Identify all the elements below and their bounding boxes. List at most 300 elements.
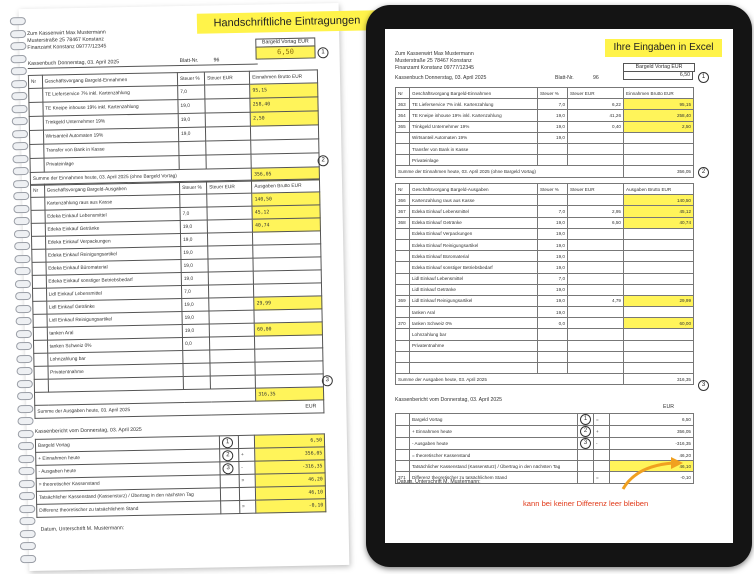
pct-cell[interactable]: 0,0	[538, 318, 568, 329]
tax-cell	[206, 140, 251, 155]
table-header-row	[396, 184, 694, 195]
spiral-ring	[13, 204, 29, 212]
tax-cell	[209, 310, 254, 324]
nr-cell[interactable]: 363	[396, 99, 410, 110]
tax-cell[interactable]	[568, 307, 624, 318]
report-marker	[220, 461, 239, 474]
label-cell[interactable]: Privatentnahme	[410, 340, 538, 351]
label-cell[interactable]: Edeka Einkauf sonstiger Betriebsbedarf	[410, 262, 538, 273]
tax-cell[interactable]	[568, 228, 624, 239]
empty-cell[interactable]	[396, 363, 410, 374]
tax-cell[interactable]	[568, 195, 624, 206]
empty-row	[396, 351, 694, 362]
report-value: -316,35	[255, 460, 325, 474]
pct-cell[interactable]: 19,0	[538, 295, 568, 306]
report-marker	[220, 474, 239, 487]
spiral-ring	[14, 242, 30, 250]
empty-cell[interactable]	[396, 351, 410, 362]
paper-income-table	[28, 69, 320, 186]
report-op	[594, 450, 610, 461]
nr-cell[interactable]: 367	[396, 206, 410, 217]
tax-cell[interactable]	[568, 262, 624, 273]
vortag-value: 6,50	[255, 45, 315, 59]
report-marker	[578, 414, 594, 426]
pct-cell: 19,0	[181, 246, 208, 260]
report-nr[interactable]	[396, 461, 410, 472]
nr-cell	[34, 366, 48, 379]
label-cell: TE Lieferservice 7% inkl. Kartenzahlung	[42, 86, 178, 103]
report-value: 46,20	[255, 473, 325, 487]
report-value[interactable]: 46,20	[610, 450, 694, 461]
pct-cell[interactable]	[538, 155, 568, 166]
nr-cell[interactable]: 370	[396, 318, 410, 329]
tax-cell	[209, 323, 254, 337]
blatt-label: Blatt-Nr.	[179, 57, 199, 65]
report-label: Bargeld Vortag	[35, 436, 219, 453]
report-value[interactable]: -0,10	[610, 472, 694, 483]
report-value[interactable]: 356,05	[610, 426, 694, 438]
label-cell[interactable]: Lidl Einkauf Getränke	[410, 284, 538, 295]
nr-cell[interactable]	[396, 143, 410, 154]
nr-cell	[30, 158, 44, 172]
pct-cell[interactable]: 19,0	[538, 262, 568, 273]
excel-vortag-value[interactable]: 6,50	[623, 71, 693, 80]
label-cell[interactable]: Lidl Einkauf Reinigungsartikel	[410, 295, 538, 306]
report-nr[interactable]	[396, 414, 410, 426]
tax-cell[interactable]	[568, 284, 624, 295]
excel-report-header	[395, 397, 693, 410]
pct-cell: 19,0	[178, 113, 205, 128]
tax-cell	[205, 98, 250, 113]
label-cell: Edeka Einkauf Reinigungsartikel	[45, 247, 181, 263]
label-cell[interactable]: Wirtsanteil Automaten 19%	[410, 132, 538, 143]
tax-cell	[210, 349, 255, 363]
table-row	[396, 318, 694, 329]
empty-cell	[255, 374, 323, 388]
marker-2-icon: 2	[698, 167, 709, 178]
spiral-ring	[14, 217, 30, 225]
label-cell: Transfer von Bank in Kasse	[43, 142, 179, 159]
table-header-row	[396, 88, 694, 99]
tax-cell[interactable]	[568, 318, 624, 329]
amount-cell[interactable]: 60,00	[624, 318, 694, 329]
tax-cell[interactable]	[568, 251, 624, 262]
pct-cell[interactable]	[538, 329, 568, 340]
spiral-ring	[15, 267, 31, 275]
amount-cell[interactable]	[624, 262, 694, 273]
pct-cell[interactable]: 19,0	[538, 110, 568, 121]
spiral-ring	[14, 229, 30, 237]
nr-cell	[31, 197, 45, 210]
spiral-ring	[20, 542, 36, 550]
col-nr-header: Nr	[28, 75, 42, 88]
tax-cell[interactable]	[568, 155, 624, 166]
spiral-ring	[19, 517, 35, 525]
col-pct-header: Steuer %	[538, 88, 568, 99]
sum-row	[396, 374, 694, 385]
paper-address	[27, 29, 106, 52]
excel-header: Ihre Eingaben in Excel	[605, 39, 722, 57]
report-nr[interactable]	[396, 450, 410, 461]
expense-sum-label: Summe der Ausgaben heute, 03. April 2025	[396, 374, 624, 385]
empty-cell[interactable]	[410, 363, 538, 374]
spiral-ring	[19, 479, 35, 487]
spiral-ring	[20, 529, 36, 537]
nr-cell[interactable]: 366	[396, 195, 410, 206]
amount-cell[interactable]	[624, 307, 694, 318]
tax-cell[interactable]: 41,26	[568, 110, 624, 121]
table-row	[396, 121, 694, 132]
pct-cell: 7,0	[180, 207, 207, 221]
nr-cell[interactable]	[396, 307, 410, 318]
income-header: Geschäftsvorgang Bargeld-Einnahmen	[410, 88, 538, 99]
expense-sum-value[interactable]: 316,35	[624, 374, 694, 385]
address-line: Finanzamt Konstanz 09777/12345	[27, 43, 107, 51]
nr-cell[interactable]	[396, 155, 410, 166]
report-op: +	[594, 426, 610, 438]
income-sum-label: Summe der Einnahmen heute, 03. April 2025 (ohne Bargeld Vortag)	[30, 168, 251, 185]
marker-3-icon: 3	[698, 380, 709, 391]
nr-cell	[32, 262, 46, 275]
label-cell[interactable]: tanken Schweiz 0%	[410, 318, 538, 329]
report-label: Differenz theoretischer zu tatsächlichem Stand	[37, 501, 221, 518]
empty-cell	[183, 376, 210, 390]
empty-cell[interactable]	[538, 363, 568, 374]
nr-cell	[31, 210, 45, 223]
report-op: -	[594, 438, 610, 450]
nr-cell	[29, 130, 43, 144]
amount-cell	[253, 231, 321, 245]
report-eur: EUR	[663, 404, 674, 410]
label-cell: tanken Aral	[47, 325, 183, 341]
amount-cell[interactable]: 2,50	[624, 121, 694, 132]
nr-cell[interactable]	[396, 262, 410, 273]
report-label: = theoretischer Kassenstand	[410, 450, 578, 461]
tax-cell	[205, 112, 250, 127]
spiral-ring	[17, 404, 33, 412]
table-row	[396, 228, 694, 239]
excel-income-table	[395, 87, 694, 178]
amount-cell[interactable]	[624, 228, 694, 239]
empty-cell[interactable]	[624, 363, 694, 374]
report-value: 6,50	[254, 434, 324, 448]
amount-cell	[253, 257, 321, 271]
label-cell[interactable]: Edeka Einkauf Reinigungsartikel	[410, 239, 538, 250]
label-cell[interactable]: TE Kneipe inhouse 19% inkl. Kartenzahlung	[410, 110, 538, 121]
table-row	[396, 99, 694, 110]
pct-cell	[183, 350, 210, 364]
paper-report-table	[35, 433, 326, 518]
pct-cell[interactable]: 19,0	[538, 121, 568, 132]
tax-cell[interactable]: 6,50	[568, 217, 624, 228]
amount-cell	[254, 309, 322, 323]
nr-cell[interactable]	[396, 273, 410, 284]
amount-cell[interactable]: 140,50	[624, 195, 694, 206]
pct-cell	[179, 155, 206, 170]
pct-cell[interactable]: 7,0	[538, 206, 568, 217]
tax-cell[interactable]: 6,22	[568, 99, 624, 110]
nr-cell[interactable]: 365	[396, 121, 410, 132]
amount-cell	[254, 283, 322, 297]
tax-cell	[207, 219, 252, 233]
nr-cell[interactable]	[396, 228, 410, 239]
report-value[interactable]: 46,10	[610, 461, 694, 472]
label-cell[interactable]: Lohnzahlung bar	[410, 329, 538, 340]
excel-address	[395, 51, 474, 72]
amount-cell[interactable]: 258,40	[624, 110, 694, 121]
tax-cell	[210, 362, 255, 376]
label-cell[interactable]: Lidl Einkauf Lebensmittel	[410, 273, 538, 284]
col-pct-header: Steuer %	[177, 72, 204, 86]
empty-cell[interactable]	[568, 351, 624, 362]
amount-cell[interactable]	[624, 155, 694, 166]
marker-2-icon: 2	[222, 450, 233, 461]
nr-cell[interactable]: 368	[396, 217, 410, 228]
tax-cell[interactable]	[568, 132, 624, 143]
nr-cell[interactable]: 364	[396, 110, 410, 121]
tax-cell	[208, 232, 253, 246]
amount-cell: 40,74	[252, 218, 320, 232]
pct-cell: 0,0	[182, 337, 209, 351]
blatt-nr: 96	[213, 57, 220, 64]
tax-cell	[206, 126, 251, 141]
difference-note: kann bei keiner Differenz leer bleiben	[523, 499, 649, 508]
pct-cell[interactable]	[538, 143, 568, 154]
amount-cell[interactable]: 29,99	[624, 295, 694, 306]
table-row	[396, 329, 694, 340]
pct-cell[interactable]: 19,0	[538, 284, 568, 295]
report-value[interactable]: -316,35	[610, 438, 694, 450]
empty-row	[396, 363, 694, 374]
amount-cell[interactable]	[624, 273, 694, 284]
report-nr[interactable]	[396, 426, 410, 438]
nr-cell	[33, 340, 47, 353]
label-cell: Edeka Einkauf sonstiger Betriebsbedarf	[46, 273, 182, 289]
label-cell[interactable]: Edeka Einkauf Getränke	[410, 217, 538, 228]
excel-sheet	[385, 29, 733, 543]
amount-cell[interactable]	[624, 329, 694, 340]
marker-3-icon: 3	[222, 463, 233, 474]
empty-cell[interactable]	[568, 363, 624, 374]
report-value: 46,10	[255, 486, 325, 500]
tax-cell	[209, 297, 254, 311]
label-cell[interactable]: Privateinlage	[410, 155, 538, 166]
amount-cell[interactable]	[624, 143, 694, 154]
tax-cell	[207, 206, 252, 220]
label-cell[interactable]: Edeka Einkauf Büromaterial	[410, 251, 538, 262]
expense-header: Geschäftsvorgang Bargeld-Ausgaben	[410, 184, 538, 195]
label-cell[interactable]: Edeka Einkauf Lebensmittel	[410, 206, 538, 217]
empty-cell[interactable]	[624, 351, 694, 362]
report-marker	[220, 487, 239, 500]
report-marker	[578, 450, 594, 461]
tax-cell	[208, 271, 253, 285]
tax-cell[interactable]	[568, 239, 624, 250]
amount-cell[interactable]: 45,12	[624, 206, 694, 217]
nr-cell	[33, 327, 47, 340]
pct-cell[interactable]: 19,0	[538, 132, 568, 143]
label-cell: Edeka Einkauf Getränke	[45, 221, 181, 237]
nr-cell	[30, 144, 44, 158]
nr-cell	[34, 353, 48, 366]
label-cell: Trinkgeld Unternehmer 19%	[43, 114, 179, 131]
tablet-frame	[366, 5, 752, 567]
label-cell: Lidl Einkauf Getränke	[46, 299, 182, 315]
paper-header: Handschriftliche Eintragungen	[197, 10, 377, 33]
tax-cell[interactable]: 2,95	[568, 206, 624, 217]
spiral-ring	[17, 392, 33, 400]
spiral-ring	[13, 167, 29, 175]
report-marker	[578, 438, 594, 450]
nr-cell[interactable]: 369	[396, 295, 410, 306]
col-tax-header: Steuer EUR	[568, 88, 624, 99]
pct-cell	[183, 363, 210, 377]
report-nr[interactable]	[396, 438, 410, 450]
spiral-ring	[11, 67, 27, 75]
empty-cell[interactable]	[410, 351, 538, 362]
amount-cell	[251, 153, 319, 168]
amount-cell: 95,15	[250, 83, 318, 98]
tax-cell[interactable]	[568, 143, 624, 154]
pct-cell[interactable]: 7,0	[538, 273, 568, 284]
spiral-ring	[12, 129, 28, 137]
tax-cell[interactable]	[568, 340, 624, 351]
tax-cell[interactable]: 0,40	[568, 121, 624, 132]
nr-cell[interactable]	[396, 329, 410, 340]
label-cell: TE Kneipe inhouse 19% inkl. Kartenzahlung	[42, 100, 178, 117]
spiral-ring	[15, 304, 31, 312]
table-row	[396, 295, 694, 306]
amount-cell[interactable]	[624, 239, 694, 250]
table-row	[396, 143, 694, 154]
amount-cell[interactable]	[624, 251, 694, 262]
nr-cell[interactable]	[396, 132, 410, 143]
amount-cell[interactable]	[624, 284, 694, 295]
report-value[interactable]: 6,50	[610, 414, 694, 426]
pct-cell: 19,0	[182, 298, 209, 312]
pct-cell[interactable]: 19,0	[538, 239, 568, 250]
report-label: Differenz theoretischer zu tatsächlichem Stand	[410, 472, 578, 483]
spiral-ring	[19, 504, 35, 512]
report-label: Bargeld Vortag	[410, 414, 578, 426]
table-row	[396, 155, 694, 166]
report-label: = theoretischer Kassenstand	[36, 475, 220, 492]
pct-cell[interactable]: 19,0	[538, 228, 568, 239]
amount-cell	[255, 348, 323, 362]
col-pct-header: Steuer %	[538, 184, 568, 195]
pct-cell[interactable]: 19,0	[538, 251, 568, 262]
paper-report-title: Kassenbericht vom Donnerstag, 03. April 2025	[34, 426, 142, 435]
label-cell[interactable]: Trinkgeld Unternehmer 19%	[410, 121, 538, 132]
nr-cell[interactable]	[396, 284, 410, 295]
empty-cell[interactable]	[538, 351, 568, 362]
table-row	[396, 110, 694, 121]
report-marker	[221, 500, 240, 513]
amount-cell: 45,12	[252, 205, 320, 219]
report-marker	[578, 426, 594, 438]
label-cell: Lidl Einkauf Reinigungsartikel	[47, 312, 183, 328]
note-arrow-icon	[617, 455, 687, 495]
report-op: -	[239, 461, 256, 474]
book-title: Kassenbuch Donnerstag, 03. April 2025	[395, 75, 487, 81]
amount-cell[interactable]	[624, 340, 694, 351]
nr-cell	[33, 314, 47, 327]
tax-cell[interactable]	[568, 329, 624, 340]
label-cell[interactable]: Kartenzahlung raus aus Kasse	[410, 195, 538, 206]
spiral-ring	[11, 79, 27, 87]
tax-cell	[206, 154, 251, 169]
label-cell[interactable]: Edeka Einkauf Verpackungen	[410, 228, 538, 239]
tax-cell	[208, 258, 253, 272]
report-label: + Einnahmen heute	[36, 449, 220, 466]
empty-cell	[34, 379, 48, 392]
nr-cell	[32, 236, 46, 249]
table-row	[396, 262, 694, 273]
income-sum-value[interactable]: 356,05	[624, 166, 694, 177]
report-row	[396, 438, 694, 450]
spiral-ring	[15, 279, 31, 287]
spiral-ring	[19, 492, 35, 500]
amount-cell[interactable]: 40,74	[624, 217, 694, 228]
spiral-ring	[18, 442, 34, 450]
label-cell: Lohnzahlung bar	[47, 351, 183, 367]
report-nr[interactable]: 371	[396, 472, 410, 483]
pct-cell[interactable]: 7,0	[538, 99, 568, 110]
address-line: Zum Kassenwirt Max Mustermann	[27, 29, 106, 37]
pct-cell[interactable]: 19,0	[538, 217, 568, 228]
nr-cell	[29, 88, 43, 102]
amount-cell[interactable]	[624, 132, 694, 143]
nr-cell	[31, 223, 45, 236]
excel-expense-table	[395, 183, 694, 385]
nr-cell	[32, 275, 46, 288]
spiral-ring	[12, 117, 28, 125]
spiral-ring	[11, 54, 27, 62]
spiral-ring	[16, 342, 32, 350]
spiral-binding	[19, 3, 339, 9]
spiral-ring	[12, 154, 28, 162]
col-nr-header: Nr	[31, 184, 45, 197]
amount-cell[interactable]: 95,15	[624, 99, 694, 110]
nr-cell[interactable]	[396, 239, 410, 250]
excel-vortag-label[interactable]: Bargeld Vortag EUR	[623, 63, 695, 72]
spiral-ring	[12, 142, 28, 150]
pct-cell[interactable]	[538, 195, 568, 206]
pct-cell: 19,0	[180, 233, 207, 247]
nr-cell[interactable]	[396, 340, 410, 351]
income-sum-value: 356,05	[251, 167, 319, 181]
report-row	[396, 426, 694, 438]
pct-cell[interactable]	[538, 340, 568, 351]
address-line: Musterstraße 25 78467 Konstanz	[27, 36, 104, 44]
address-line: Finanzamt Konstanz 09777/12345	[395, 65, 475, 71]
pct-cell[interactable]: 19,0	[538, 307, 568, 318]
pct-cell: 19,0	[178, 99, 205, 114]
nr-cell[interactable]	[396, 251, 410, 262]
label-cell: Privateinlage	[44, 156, 180, 173]
marker-1-icon: 1	[317, 47, 328, 58]
label-cell[interactable]: tanken Aral	[410, 307, 538, 318]
tax-cell[interactable]: 4,79	[568, 295, 624, 306]
amount-cell	[251, 139, 319, 154]
tax-cell[interactable]	[568, 273, 624, 284]
label-cell[interactable]: TE Lieferservice 7% inkl. Kartenzahlung	[410, 99, 538, 110]
col-tax-header: Steuer EUR	[204, 71, 249, 85]
nr-cell	[32, 288, 46, 301]
pct-cell: 19,0	[182, 311, 209, 325]
amount-cell: 2,50	[250, 111, 318, 126]
label-cell[interactable]: Transfer von Bank in Kasse	[410, 143, 538, 154]
